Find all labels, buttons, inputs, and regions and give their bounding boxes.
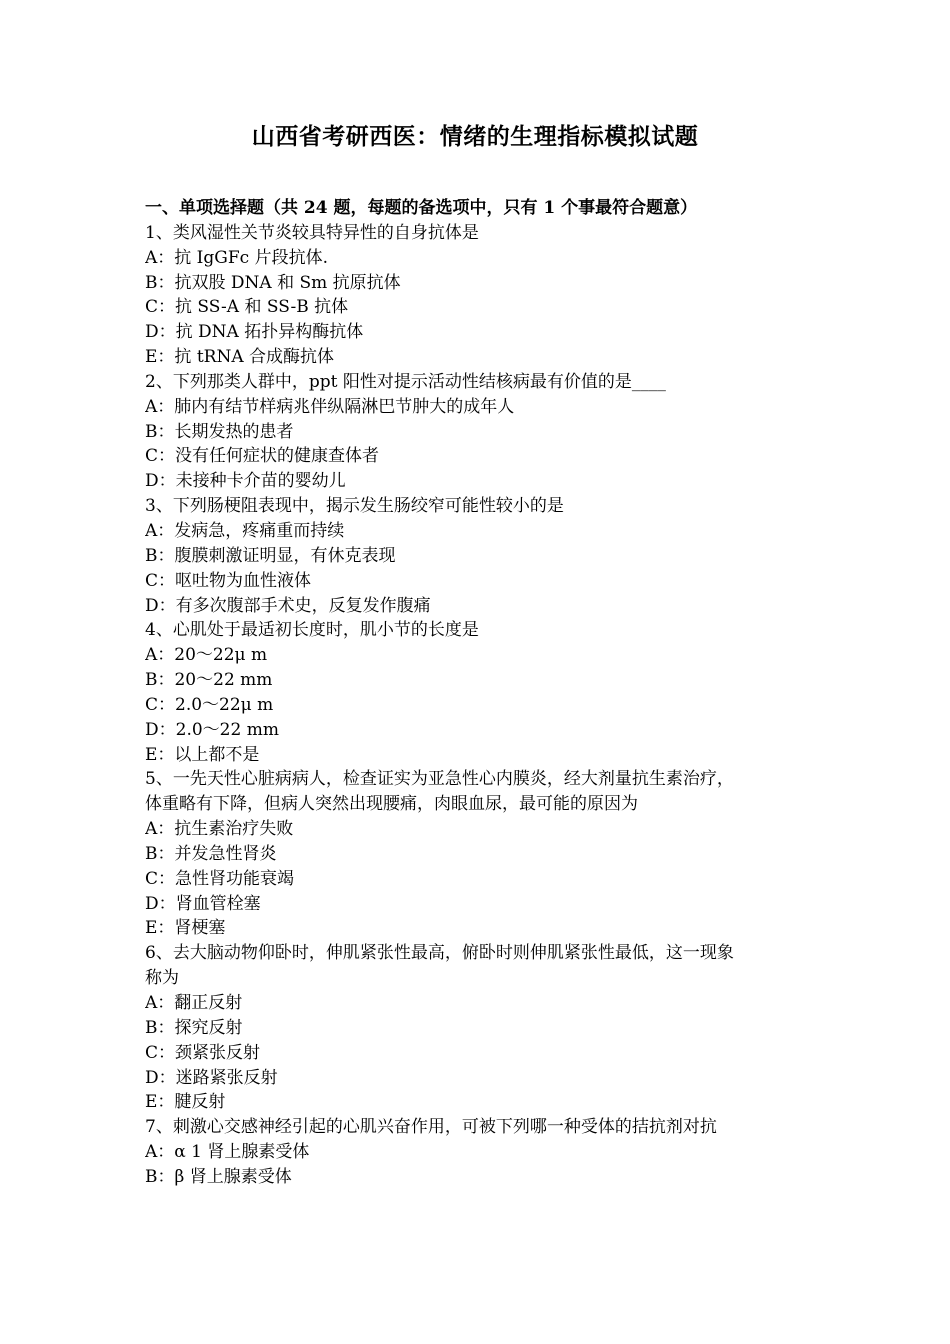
question-stem: 2、下列那类人群中，ppt 阳性对提示活动性结核病最有价值的是____ <box>145 371 666 392</box>
answer-option: B：探究反射 <box>145 1017 243 1038</box>
section-heading: 一、单项选择题（共 24 题，每题的备选项中，只有 1 个事最符合题意） <box>145 198 698 218</box>
question-stem: 6、去大脑动物仰卧时，伸肌紧张性最高，俯卧时则伸肌紧张性最低，这一现象 <box>145 943 734 964</box>
answer-option: C：呕吐物为血性液体 <box>145 570 312 591</box>
answer-option: D：迷路紧张反射 <box>145 1067 278 1088</box>
question-stem: 体重略有下降，但病人突然出现腰痛，肉眼血尿，最可能的原因为 <box>145 794 638 815</box>
answer-option: A：α 1 肾上腺素受体 <box>145 1142 310 1163</box>
answer-option: A：翻正反射 <box>145 993 243 1013</box>
answer-option: E：抗 tRNA 合成酶抗体 <box>145 347 335 368</box>
answer-option: D：未接种卡介苗的婴幼儿 <box>145 471 346 492</box>
answer-option: A：抗 IgGFc 片段抗体. <box>145 247 328 268</box>
question-stem: 4、心肌处于最适初长度时，肌小节的长度是 <box>145 620 479 641</box>
answer-option: B：20～22 mm <box>145 670 273 691</box>
question-stem: 3、下列肠梗阻表现中，揭示发生肠绞窄可能性较小的是 <box>145 496 564 517</box>
question-stem: 称为 <box>145 968 179 989</box>
answer-option: B：β 肾上腺素受体 <box>145 1166 292 1187</box>
document-body <box>145 196 825 1190</box>
answer-option: A：肺内有结节样病兆伴纵隔淋巴节肿大的成年人 <box>145 396 515 417</box>
answer-option: C：急性肾功能衰竭 <box>145 868 295 889</box>
answer-option: B：并发急性肾炎 <box>145 843 277 864</box>
answer-option: D：有多次腹部手术史，反复发作腹痛 <box>145 595 431 616</box>
answer-option: E：腱反射 <box>145 1092 226 1113</box>
answer-option: A：20～22μ m <box>145 645 268 666</box>
answer-option: E：以上都不是 <box>145 744 260 765</box>
answer-option: B：腹膜刺激证明显，有休克表现 <box>145 545 396 566</box>
answer-option: A：抗生素治疗失败 <box>145 819 294 840</box>
answer-option: D：2.0～22 mm <box>145 719 279 740</box>
answer-option: A：发病急，疼痛重而持续 <box>145 520 345 541</box>
answer-option: D：肾血管栓塞 <box>145 893 261 914</box>
question-stem: 7、刺激心交感神经引起的心肌兴奋作用，可被下列哪一种受体的拮抗剂对抗 <box>145 1117 717 1138</box>
answer-option: C：2.0～22μ m <box>145 694 274 715</box>
answer-option: E：肾梗塞 <box>145 918 226 939</box>
answer-option: C：颈紧张反射 <box>145 1042 261 1063</box>
answer-option: B：长期发热的患者 <box>145 421 294 442</box>
answer-option: C：抗 SS-A 和 SS-B 抗体 <box>145 297 349 318</box>
document-title: 山西省考研西医：情绪的生理指标模拟试题 <box>251 123 699 150</box>
question-stem: 5、一先天性心脏病病人，检查证实为亚急性心内膜炎，经大剂量抗生素治疗， <box>145 769 734 790</box>
answer-option: D：抗 DNA 拓扑异构酶抗体 <box>145 322 364 343</box>
answer-option: B：抗双股 DNA 和 Sm 抗原抗体 <box>145 272 401 293</box>
answer-option: C：没有任何症状的健康查体者 <box>145 446 380 467</box>
question-stem: 1、类风湿性关节炎较具特异性的自身抗体是 <box>145 222 479 243</box>
